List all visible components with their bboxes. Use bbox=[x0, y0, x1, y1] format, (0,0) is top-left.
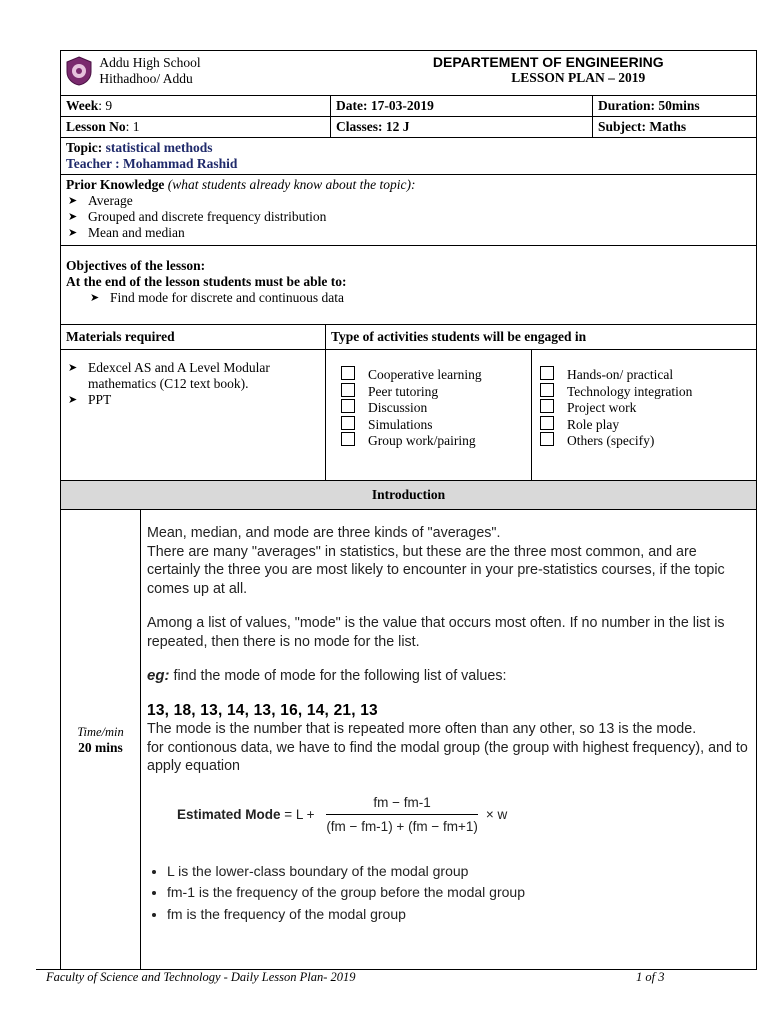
lesson-plan-sheet bbox=[60, 50, 756, 970]
activities-header: Type of activities students will be engaged in bbox=[326, 325, 757, 350]
objectives-subtitle: At the end of the lesson students must be able to: bbox=[66, 274, 347, 289]
lesson-plan-title: LESSON PLAN – 2019 bbox=[511, 70, 646, 85]
formula-fraction bbox=[326, 794, 478, 837]
activity-label: Cooperative learning bbox=[368, 367, 482, 382]
page-number: 1 of 3 bbox=[636, 970, 665, 984]
materials-table bbox=[60, 324, 757, 481]
department-cell bbox=[331, 51, 757, 96]
materials-list bbox=[66, 360, 320, 408]
activity-label: Role play bbox=[567, 416, 620, 432]
school-name: Addu High School bbox=[99, 55, 201, 70]
list-item: ➤ Find mode for discrete and continuous data bbox=[88, 290, 751, 306]
intro-paragraph: Mean, median, and mode are three kinds of "averages". bbox=[147, 525, 501, 541]
topic-value: statistical methods bbox=[105, 140, 213, 155]
school-logo-icon bbox=[66, 56, 92, 86]
checkbox[interactable] bbox=[540, 432, 554, 446]
time-label: Time/min bbox=[77, 724, 124, 739]
classes-cell: Classes: 12 J bbox=[331, 117, 593, 138]
objectives-title: Objectives of the lesson: bbox=[66, 258, 206, 273]
formula-lhs: = L + bbox=[280, 806, 319, 822]
introduction-content bbox=[141, 510, 757, 970]
intro-paragraph: The mode is the number that is repeated more often than any other, so 13 is the mode. bbox=[147, 721, 697, 737]
lesson-no-cell: Lesson No: 1 bbox=[61, 117, 331, 138]
list-item: ➤ Mean and median bbox=[66, 225, 751, 241]
list-item: ➤ Grouped and discrete frequency distribution bbox=[66, 209, 751, 225]
list-item: ➤ PPT bbox=[66, 392, 320, 408]
activities-col-2 bbox=[532, 350, 757, 481]
objectives-list bbox=[66, 290, 751, 306]
activity-label: Discussion bbox=[368, 400, 428, 415]
list-item: • fm is the frequency of the modal group bbox=[167, 904, 752, 926]
activity-label: Project work bbox=[567, 400, 637, 415]
formula-label: Estimated Mode bbox=[177, 806, 281, 822]
school-location: Hithadhoo/ Addu bbox=[99, 71, 193, 86]
teacher-name: Teacher : Mohammad Rashid bbox=[66, 156, 238, 171]
formula-denominator: (fm − fm-1) + (fm − fm+1) bbox=[326, 814, 478, 837]
materials-header: Materials required bbox=[61, 325, 326, 350]
formula-tail: × w bbox=[485, 806, 508, 822]
checkbox[interactable] bbox=[540, 399, 554, 413]
week-cell: Week: 9 bbox=[61, 96, 331, 117]
introduction-heading: Introduction bbox=[61, 481, 757, 510]
checkbox[interactable] bbox=[540, 383, 554, 397]
activity-label: Simulations bbox=[368, 416, 433, 432]
objectives-cell bbox=[61, 246, 757, 325]
intro-paragraph: Among a list of values, "mode" is the value that occurs most often. If no number in the list is repeated, then there is no mode for the list. bbox=[147, 615, 725, 650]
activities-col-1 bbox=[326, 350, 532, 481]
activity-label: Group work/pairing bbox=[368, 433, 476, 448]
topic-cell bbox=[61, 138, 757, 175]
activity-label: Technology integration bbox=[567, 383, 693, 399]
activity-label: Hands-on/ practical bbox=[567, 367, 674, 382]
header-table bbox=[60, 50, 757, 325]
duration-cell: Duration: 50mins bbox=[593, 96, 757, 117]
prior-knowledge-cell bbox=[61, 175, 757, 246]
checkbox[interactable] bbox=[341, 366, 355, 380]
activity-label: Peer tutoring bbox=[368, 383, 439, 399]
introduction-table bbox=[60, 480, 757, 970]
list-item: • L is the lower-class boundary of the modal group bbox=[167, 861, 752, 883]
materials-cell bbox=[61, 350, 326, 481]
date-cell: Date: 17-03-2019 bbox=[331, 96, 593, 117]
checkbox[interactable] bbox=[341, 416, 355, 430]
list-item: • fm-1 is the frequency of the group before the modal group bbox=[167, 882, 752, 904]
mode-formula bbox=[177, 794, 752, 837]
prior-knowledge-label: Prior Knowledge bbox=[66, 177, 165, 192]
activity-label: Others (specify) bbox=[567, 433, 655, 448]
school-cell bbox=[61, 51, 331, 96]
checkbox[interactable] bbox=[341, 383, 355, 397]
page-footer bbox=[36, 969, 736, 985]
time-cell bbox=[61, 510, 141, 970]
department-title: DEPARTEMENT OF ENGINEERING bbox=[432, 54, 664, 70]
intro-paragraph: for contionous data, we have to find the modal group (the group with highest frequency), and to apply equation bbox=[147, 739, 748, 774]
list-item: ➤ Edexcel AS and A Level Modular mathematics (C12 text book). bbox=[66, 360, 320, 392]
time-value: 20 mins bbox=[78, 739, 123, 755]
footer-text: Faculty of Science and Technology - Daily Lesson Plan- 2019 bbox=[46, 970, 356, 984]
checkbox[interactable] bbox=[341, 399, 355, 413]
prior-knowledge-hint: (what students already know about the topic): bbox=[167, 177, 416, 192]
formula-legend bbox=[147, 861, 752, 926]
checkbox[interactable] bbox=[540, 416, 554, 430]
number-list: 13, 18, 13, 14, 13, 16, 14, 21, 13 bbox=[147, 701, 378, 719]
intro-paragraph: There are many "averages" in statistics, but these are the three most common, and are certainly the three you are most likely to encounter in your pre-statistics courses, if the topic comes up at all. bbox=[147, 543, 725, 597]
list-item: ➤ Average bbox=[66, 193, 751, 209]
example-line: eg: find the mode of mode for the following list of values: bbox=[147, 667, 507, 684]
formula-numerator: fm − fm-1 bbox=[373, 794, 431, 810]
subject-cell: Subject: Maths bbox=[593, 117, 757, 138]
prior-knowledge-list bbox=[66, 193, 751, 241]
topic-label: Topic: bbox=[66, 140, 103, 155]
checkbox[interactable] bbox=[540, 366, 554, 380]
checkbox[interactable] bbox=[341, 432, 355, 446]
